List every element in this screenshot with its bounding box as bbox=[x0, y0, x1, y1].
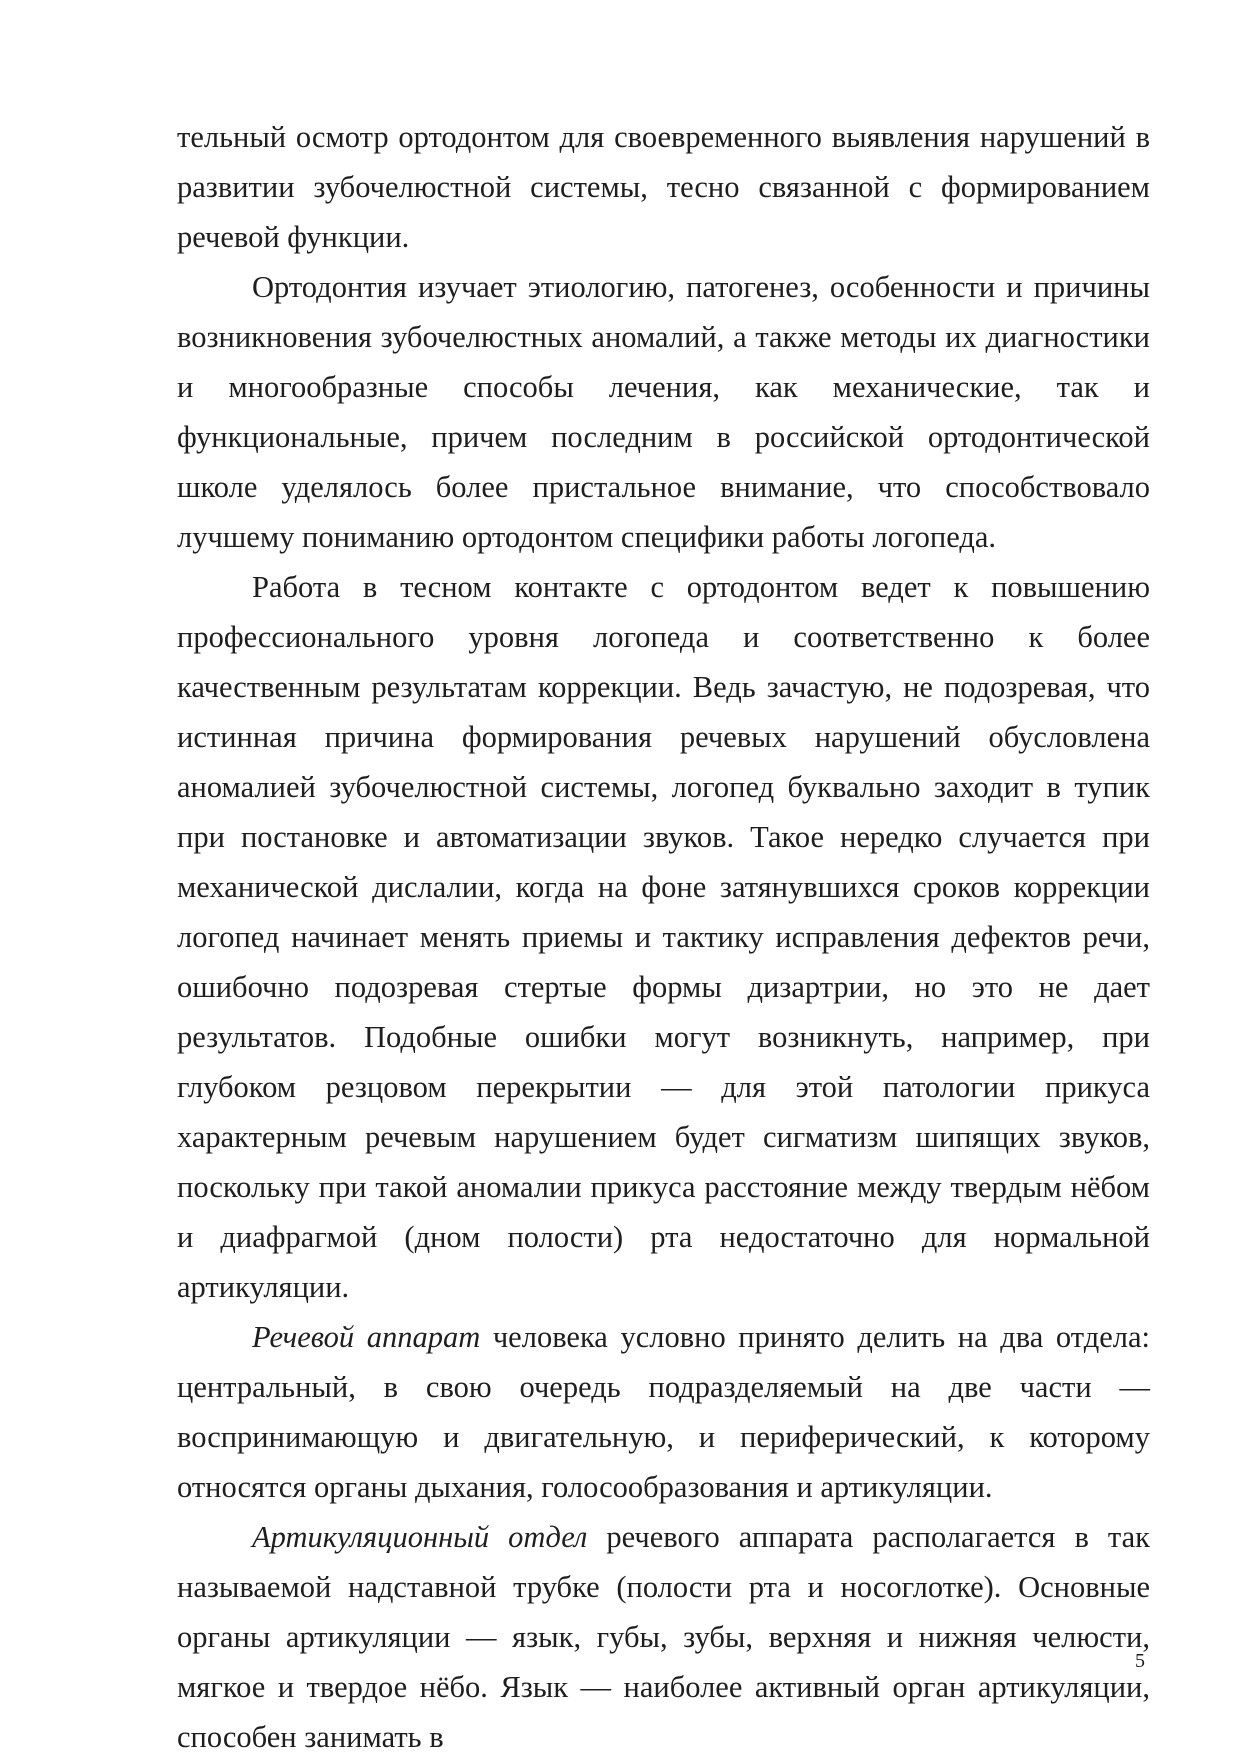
paragraph-3-text: Работа в тесном контакте с ортодонтом ведет к повышению профессионального уровня логопеда и соответственно к более качественным результатам коррекции. Ведь зачастую, не подозревая, что истинная причина формирования речевых нарушений обусловлена аномалией зубочелюстной системы, логопед буквально заходит в тупик при постановке и автоматизации звуков. Такое нередко случается при механической дислалии, когда на фоне затянувшихся сроков коррекции логопед начинает менять приемы и тактику исправления дефектов речи, ошибочно подозревая стертые формы дизартрии, но это не дает результатов. Подобные ошибки могут возникнуть, например, при глубоком резцовом перекрытии — для этой патологии прикуса характерным речевым нарушением будет сигматизм шипящих звуков, поскольку при такой аномалии прикуса расстояние между твердым нёбом и диафрагмой (дном полости) рта недостаточно для нормальной артикуляции. bbox=[177, 570, 1150, 1304]
paragraph-5-italic-term: Артикуляционный отдел bbox=[252, 1520, 588, 1554]
paragraph-2-text: Ортодонтия изучает этиологию, патогенез, особенности и причины возникновения зубочелюстных аномалий, а также методы их диагностики и многообразные способы лечения, как механические, так и функциональные, причем последним в российской ортодонтической школе уделялось более пристальное внимание, что способствовало лучшему пониманию ортодонтом специфики работы логопеда. bbox=[177, 270, 1150, 554]
paragraph-5-text: речевого аппарата располагается в так называемой надставной трубке (полости рта и носоглотке). Основные органы артикуляции — язык, губы, зубы, верхняя и нижняя челюсти, мягкое и твердое нёбо. Язык — наиболее активный орган артикуляции, способен занимать в bbox=[177, 1520, 1150, 1754]
paragraph-4 bbox=[177, 1312, 1150, 1512]
paragraph-5 bbox=[177, 1512, 1150, 1762]
page-number: 5 bbox=[1135, 1650, 1145, 1672]
paragraph-1 bbox=[177, 112, 1150, 262]
paragraph-4-text: человека условно принято делить на два отдела: центральный, в свою очередь подразделяемый на две части — воспринимающую и двигательную, и периферический, к которому относятся органы дыхания, голосообразования и артикуляции. bbox=[177, 1320, 1150, 1504]
body-text bbox=[177, 112, 1150, 1762]
paragraph-1-text: тельный осмотр ортодонтом для своевременного выявления нарушений в развитии зубочелюстной системы, тесно связанной с формированием речевой функции. bbox=[177, 120, 1150, 254]
paragraph-3 bbox=[177, 562, 1150, 1312]
paragraph-4-italic-term: Речевой аппарат bbox=[252, 1320, 481, 1354]
paragraph-2 bbox=[177, 262, 1150, 562]
